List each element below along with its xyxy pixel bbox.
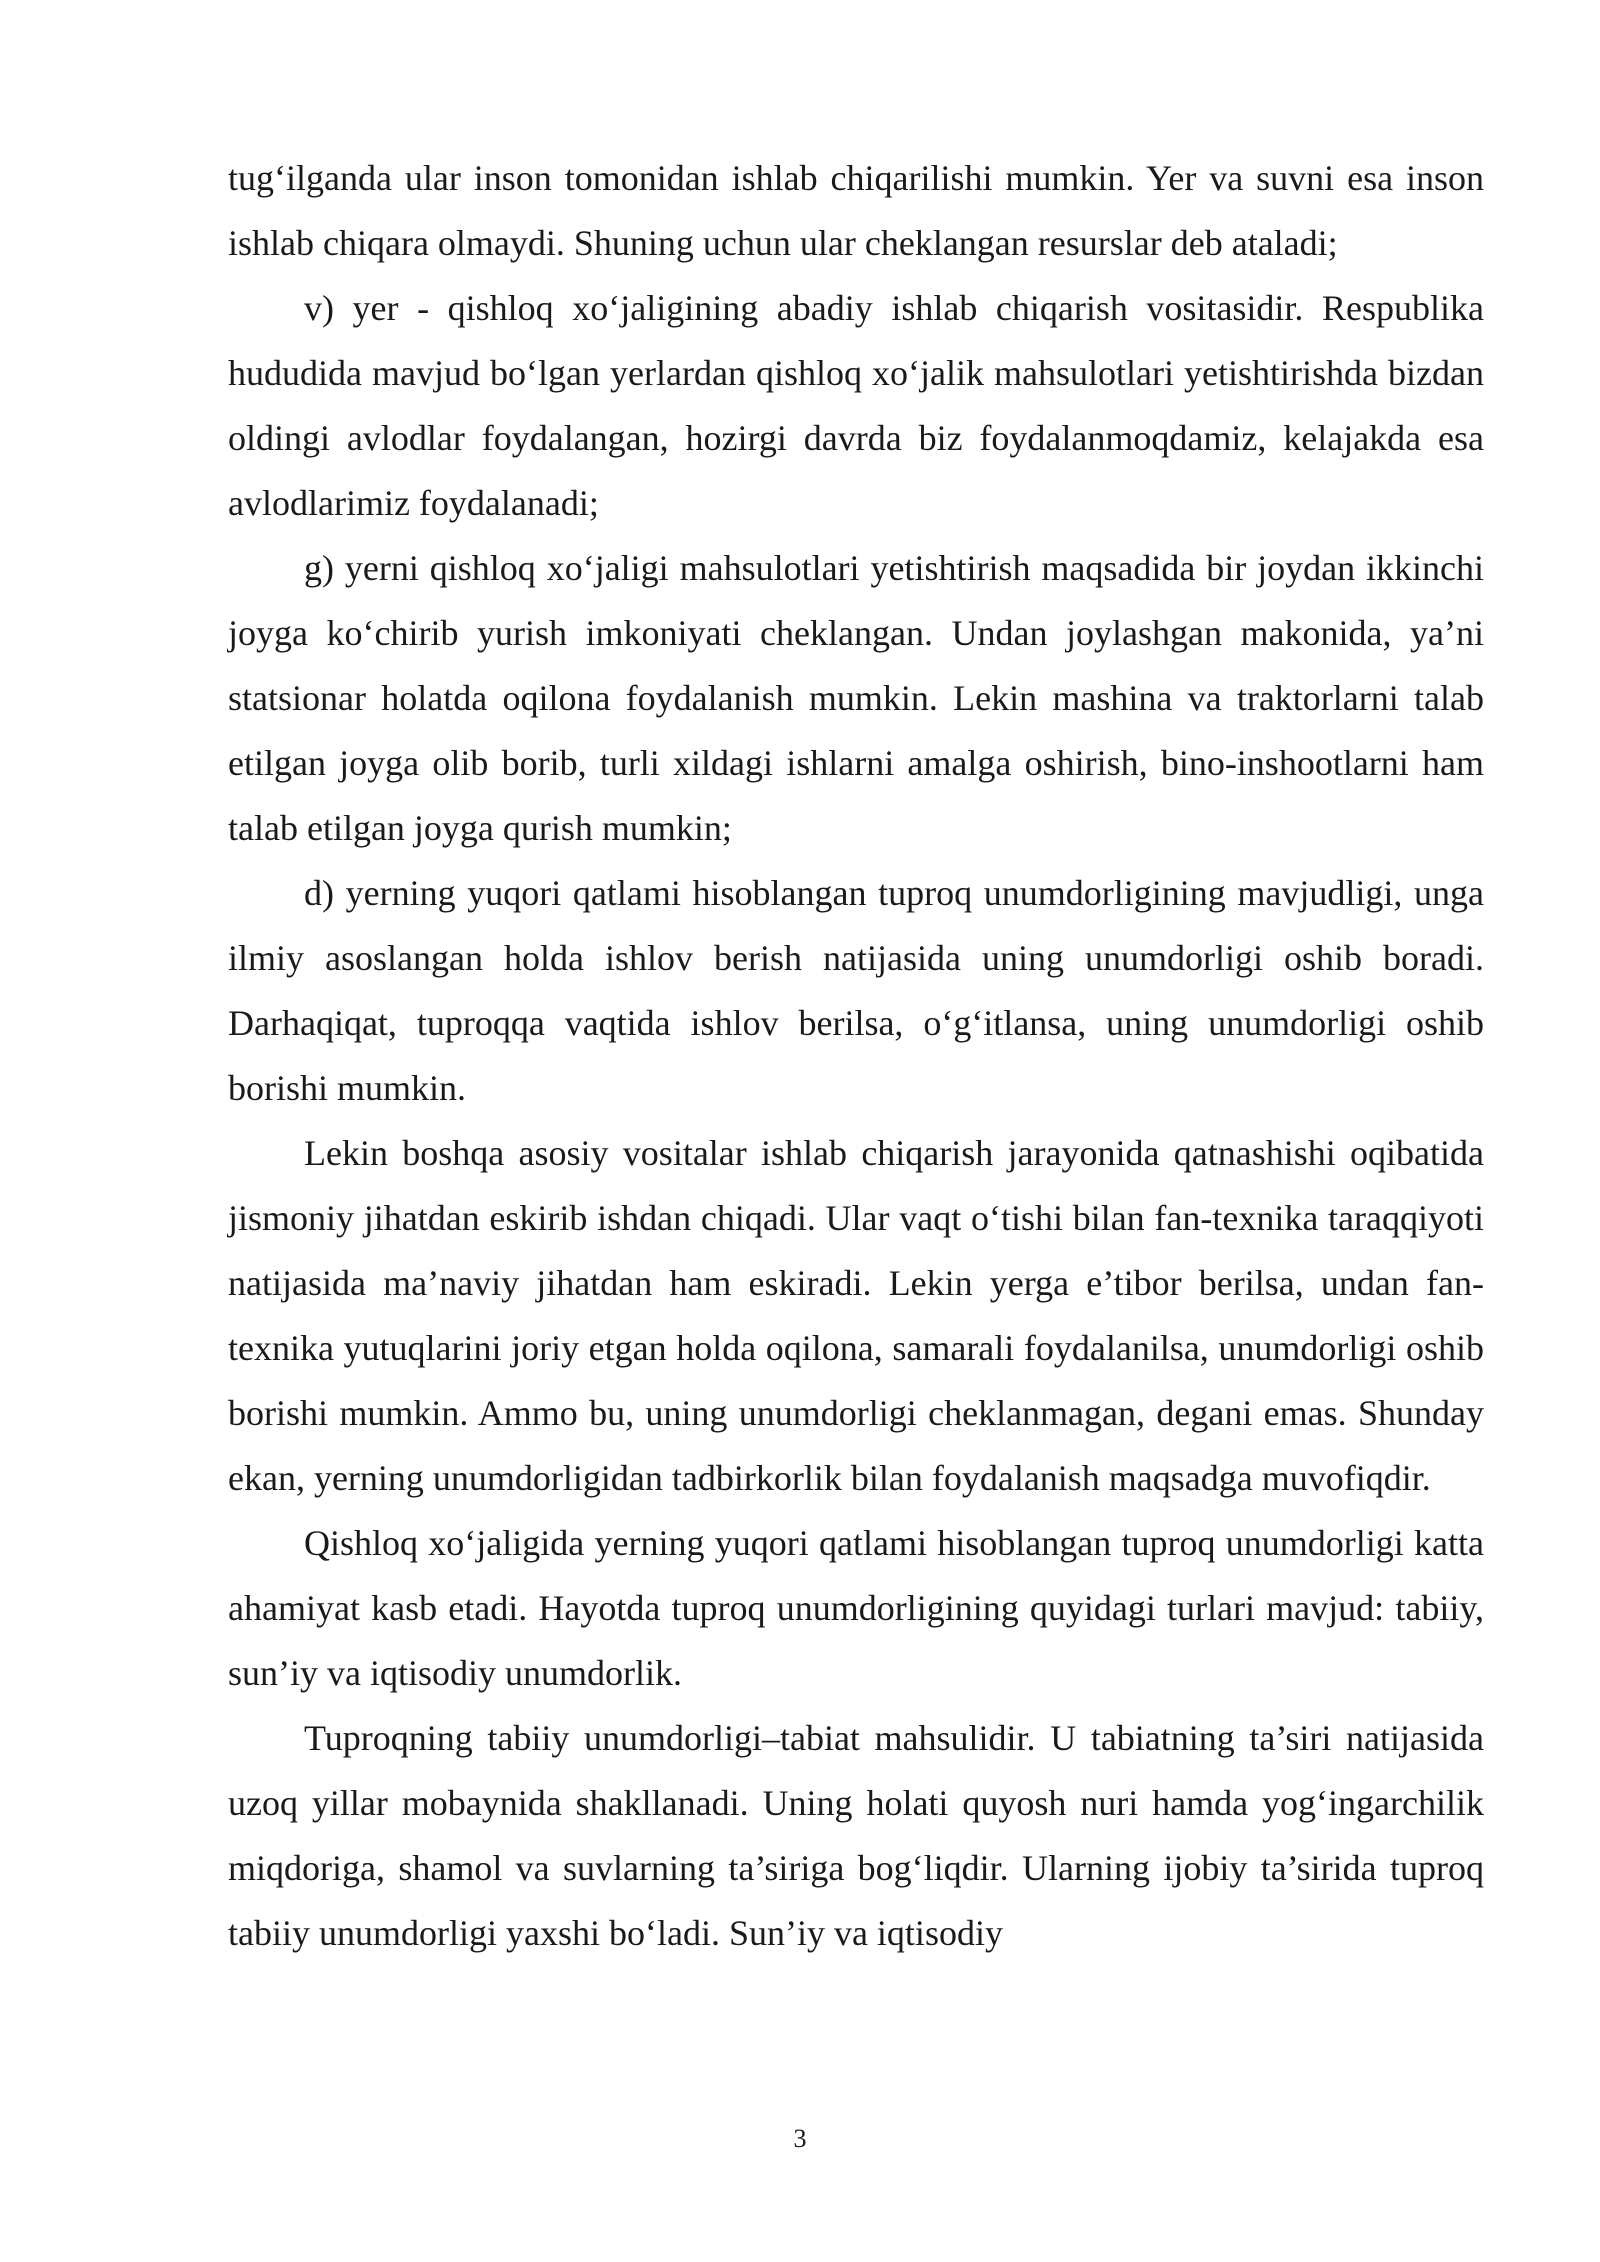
paragraph-natural-fertility: Tuproqning tabiiy unumdorligi–tabiat mahsulidir. U tabiatning ta’siri natijasida uzoq yillar mobaynida shakllanadi. Uning holati quyosh nuri hamda yog‘ingarchilik miqdoriga, shamol va suvlarning ta’siriga bog‘liqdir. Ularning ijobiy ta’sirida tuproq tabiiy unumdorligi yaxshi bo‘ladi. Sun’iy va iqtisodiy	[228, 1718, 1484, 1953]
paragraph-v-land-permanent-means: v) yer - qishloq xo‘jaligining abadiy ishlab chiqarish vositasidir. Respublika hududida mavjud bo‘lgan yerlardan qishloq xo‘jalik mahsulotlari yetishtirishda bizdan oldingi avlodlar foydalangan, hozirgi davrda biz foydalanmoqdamiz, kelajakda esa avlodlarimiz foydalanadi;	[228, 288, 1484, 523]
body-text	[228, 146, 1484, 1966]
paragraph-fixed-assets-wear: Lekin boshqa asosiy vositalar ishlab chiqarish jarayonida qatnashishi oqibatida jismoniy jihatdan eskirib ishdan chiqadi. Ular vaqt o‘tishi bilan fan-texnika taraqqiyoti natijasida ma’naviy jihatdan ham eskiradi. Lekin yerga e’tibor berilsa, undan fan-texnika yutuqlarini joriy etgan holda oqilona, samarali foydalanilsa, unumdorligi oshib borishi mumkin. Ammo bu, uning unumdorligi cheklanmagan, degani emas. Shunday ekan, yerning unumdorligidan tadbirkorlik bilan foydalanish maqsadga muvofiqdir.	[228, 1133, 1484, 1498]
paragraph-g-land-immobility: g) yerni qishloq xo‘jaligi mahsulotlari yetishtirish maqsadida bir joydan ikkinchi joyga ko‘chirib yurish imkoniyati cheklangan. Undan joylashgan makonida, ya’ni statsionar holatda oqilona foydalanish mumkin. Lekin mashina va traktorlarni talab etilgan joyga olib borib, turli xildagi ishlarni amalga oshirish, bino-inshootlarni ham talab etilgan joyga qurish mumkin;	[228, 548, 1484, 848]
paragraph-fertility-types: Qishloq xo‘jaligida yerning yuqori qatlami hisoblangan tuproq unumdorligi katta ahamiyat kasb etadi. Hayotda tuproq unumdorligining quyidagi turlari mavjud: tabiiy, sun’iy va iqtisodiy unumdorlik.	[228, 1523, 1484, 1693]
paragraph-d-soil-fertility: d) yerning yuqori qatlami hisoblangan tuproq unumdorligining mavjudligi, unga ilmiy asoslangan holda ishlov berish natijasida uning unumdorligi oshib boradi. Darhaqiqat, tuproqqa vaqtida ishlov berilsa, o‘g‘itlansa, uning unumdorligi oshib borishi mumkin.	[228, 873, 1484, 1108]
paragraph-continued: tug‘ilganda ular inson tomonidan ishlab chiqarilishi mumkin. Yer va suvni esa inson ishlab chiqara olmaydi. Shuning uchun ular cheklangan resurslar deb ataladi;	[228, 158, 1484, 263]
page-number: 3	[793, 2124, 807, 2153]
